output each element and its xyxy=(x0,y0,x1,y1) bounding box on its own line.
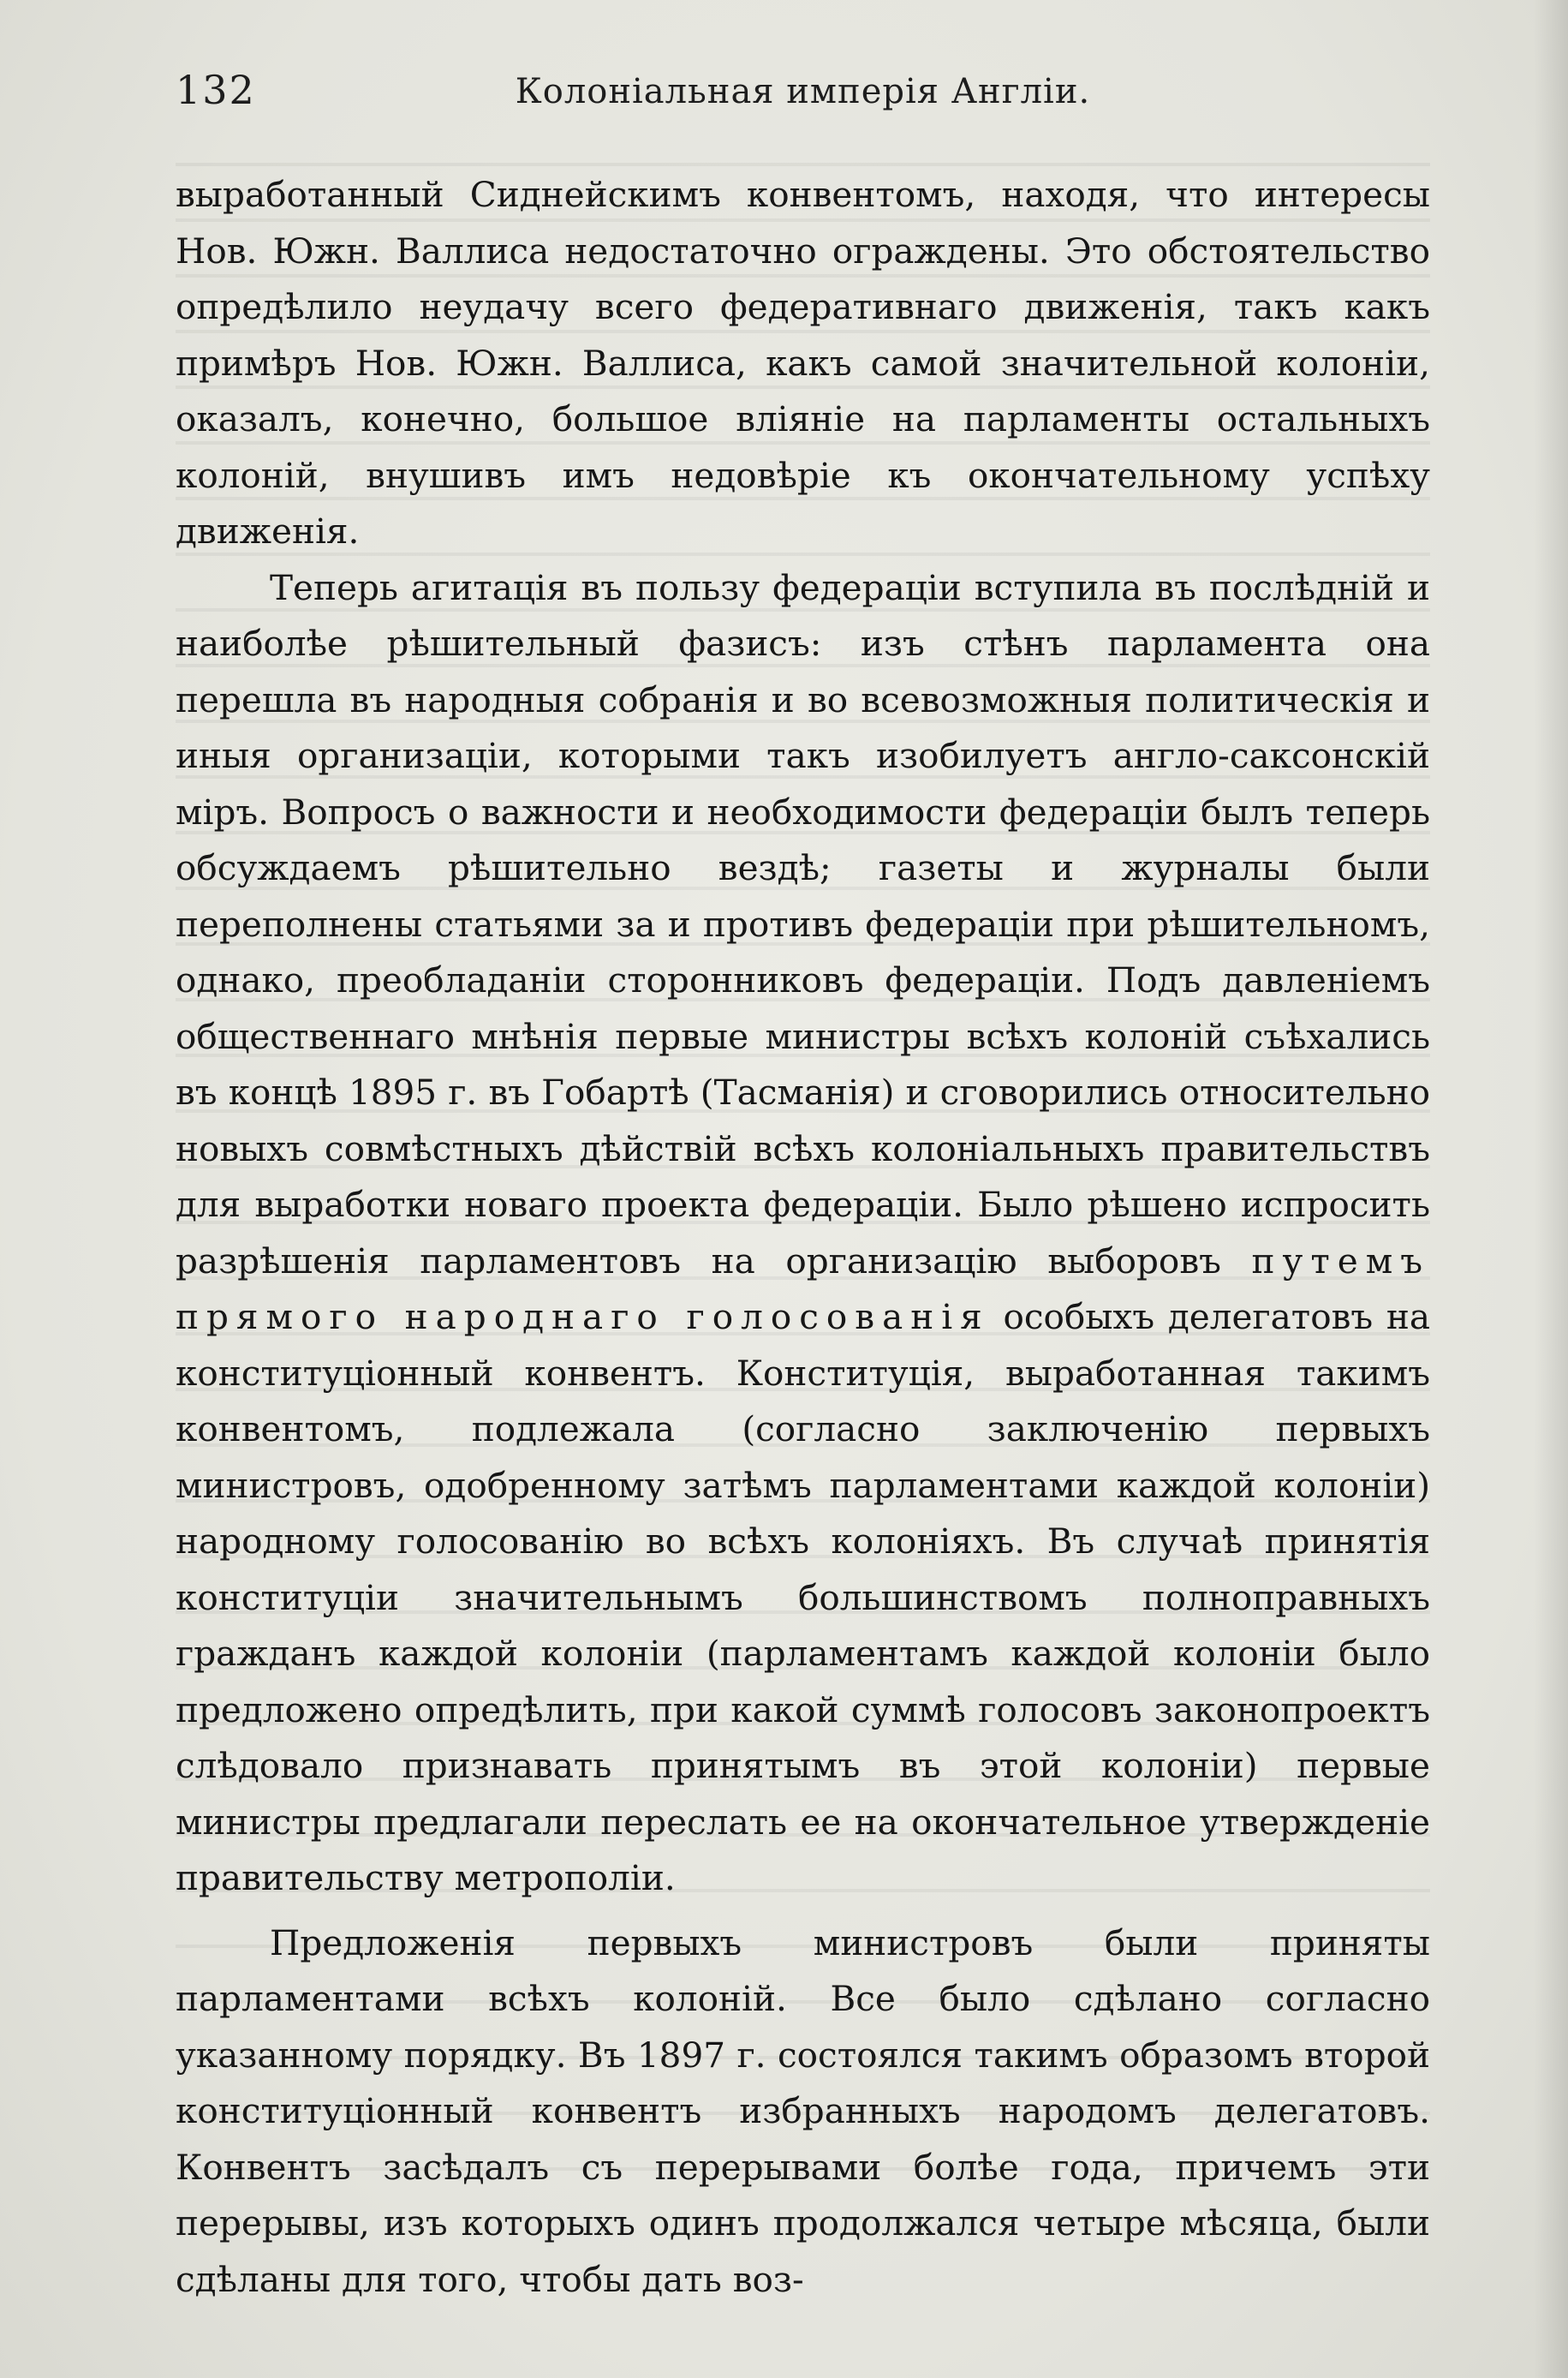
paragraph-2-text-b: особыхъ делегатовъ на конституціонный конвентъ. Конституція, выработанная такимъ конвентомъ, подлежала (согласно заключенію первыхъ министровъ, одобренному затѣмъ парламентами каждой колоніи) народному голосованію во всѣхъ колоніяхъ. Въ случаѣ принятія конституціи значительнымъ большинствомъ полноправныхъ гражданъ каждой колоніи (парламентамъ каждой колоніи было предложено опредѣлить, при какой суммѣ голосовъ законопроектъ слѣдовало признавать принятымъ въ этой колоніи) первые министры предлагали переслать ее на окончательное утвержденіе правительству метрополіи. xyxy=(176,1296,1430,1898)
paragraph-2 xyxy=(176,560,1430,1907)
page-number: 132 xyxy=(176,67,256,113)
paragraph-1-text: выработанный Сиднейскимъ конвентомъ, находя, что интересы Нов. Южн. Валлиса недостаточно ограждены. Это обстоятельство опредѣлило неудачу всего федеративнаго движенія, такъ какъ примѣръ Нов. Южн. Валлиса, какъ самой значительной колоніи, оказалъ, конечно, большое вліяніе на парламенты остальныхъ колоній, внушивъ имъ недовѣріе къ окончательному успѣху движенія. xyxy=(176,174,1430,552)
body-text xyxy=(176,167,1430,2308)
paragraph-2-spaced-emphasis: путемъ прямого народнаго голосованія xyxy=(176,1240,1430,1337)
running-head xyxy=(176,67,1430,127)
page-edge-shadow xyxy=(1534,0,1568,2378)
paragraph-3-text: Предложенія первыхъ министровъ были приняты парламентами всѣхъ колоній. Все было сдѣлано согласно указанному порядку. Въ 1897 г. состоялся такимъ образомъ второй конституціонный конвентъ избранныхъ народомъ делегатовъ. Конвентъ засѣдалъ съ перерывами болѣе года, причемъ эти перерывы, изъ которыхъ одинъ продолжался четыре мѣсяца, были сдѣланы для того, чтобы дать воз- xyxy=(176,1921,1430,2300)
paragraph-1 xyxy=(176,167,1430,560)
paragraph-3 xyxy=(176,1915,1430,2309)
running-title: Колоніальная имперія Англіи. xyxy=(515,72,1091,111)
paragraph-2-text-a: Теперь агитація въ пользу федераціи вступила въ послѣдній и наиболѣе рѣшительный фазисъ: изъ стѣнъ парламента она перешла въ народныя собранія и во всевозможныя политическія и иныя организаціи, которыми такъ изобилуетъ англо-саксонскій міръ. Вопросъ о важности и необходимости федераціи былъ теперь обсуждаемъ рѣшительно вездѣ; газеты и журналы были переполнены статьями за и противъ федераціи при рѣшительномъ, однако, преобладаніи сторонниковъ федераціи. Подъ давленіемъ общественнаго мнѣнія первые министры всѣхъ колоній съѣхались въ концѣ 1895 г. въ Гобартѣ (Тасманія) и сговорились относительно новыхъ совмѣстныхъ дѣйствій всѣхъ колоніальныхъ правительствъ для выработки новаго проекта федераціи. Было рѣшено испросить разрѣшенія парламентовъ на организацію выборовъ xyxy=(176,566,1430,1282)
